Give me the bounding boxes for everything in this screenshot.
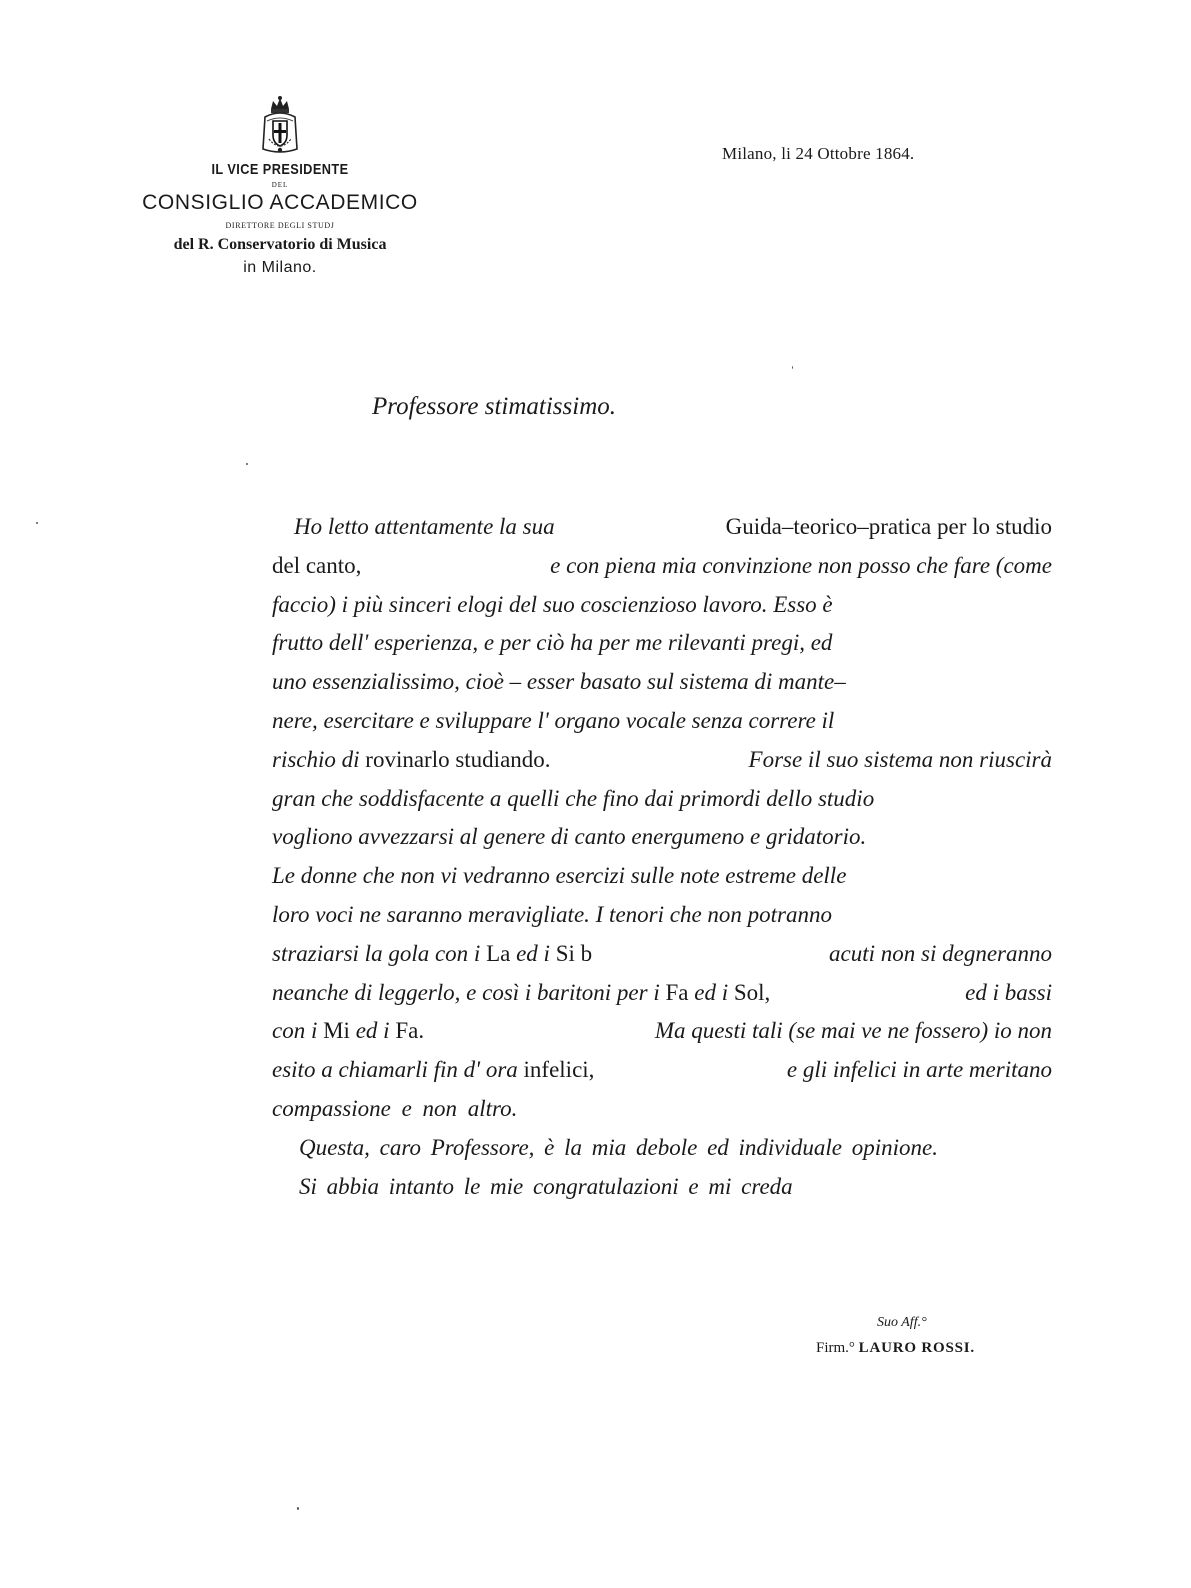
salutation: Professore stimatissimo.: [372, 393, 616, 420]
body-segment: ed i bassi: [965, 979, 1052, 1005]
body-segment: straziarsi la gola con i: [272, 940, 487, 966]
body-line: [272, 935, 1052, 974]
body-segment: frutto dell' esperienza, e per ciò ha per me rilevanti pregi, ed: [272, 630, 833, 656]
body-segment: faccio) i più sinceri elogi del suo coscienzioso lavoro. Esso è: [272, 591, 833, 617]
body-line: [272, 586, 1052, 625]
body-segment: con i: [272, 1018, 324, 1044]
body-segment: Le donne che non vi vedranno esercizi sulle note estreme delle: [272, 863, 847, 889]
letter-body: [272, 508, 1052, 1206]
body-line: [272, 663, 1052, 702]
body-segment: Fa: [665, 979, 695, 1005]
letterhead-del: DEL: [271, 181, 289, 189]
body-segment: La: [486, 940, 517, 966]
body-segment: Si abbia intanto le mie congratulazioni e mi creda: [299, 1173, 793, 1199]
scan-speck: [792, 366, 793, 369]
signatory-name: LAURO ROSSI.: [858, 1340, 975, 1356]
letterhead-direttore: DIRETTORE DEGLI STUDJ: [225, 221, 335, 230]
body-line: [272, 1012, 1052, 1051]
body-line-group: [272, 935, 592, 974]
body-segment: e gli infelici in arte meritano: [786, 1057, 1052, 1083]
body-segment: rischio di: [272, 746, 366, 772]
body-line: [272, 1051, 1052, 1090]
body-line-group: [272, 741, 551, 780]
scan-speck: [297, 1507, 299, 1510]
body-segment: rovinarlo studiando.: [365, 746, 551, 772]
body-segment: compassione e non altro.: [272, 1095, 518, 1121]
firm-label: Firm.°: [816, 1340, 855, 1356]
body-line: [272, 702, 1052, 741]
body-segment: uno essenzialissimo, cioè – esser basato sul sistema di mante–: [272, 669, 846, 695]
body-line: [272, 508, 1052, 547]
letter-date: Milano, li 24 Ottobre 1864.: [722, 144, 915, 163]
body-segment: Fa.: [395, 1018, 425, 1044]
letterhead-council: CONSIGLIO ACCADEMICO: [142, 191, 418, 214]
body-segment: e con piena mia convinzione non posso che fare (come: [550, 552, 1052, 578]
scan-speck: [36, 522, 38, 524]
body-line: [272, 1090, 1052, 1129]
body-segment: nere, esercitare e sviluppare l' organo vocale senza correre il: [272, 707, 835, 733]
body-segment: esito a chiamarli fin d' ora: [272, 1057, 524, 1083]
body-segment: acuti non si degneranno: [829, 940, 1052, 966]
body-segment: gran che soddisfacente a quelli che fino dai primordi dello studio: [272, 785, 875, 811]
letterhead: [120, 95, 440, 277]
body-segment: ed i: [516, 940, 556, 966]
royal-crest-icon: [259, 95, 301, 157]
body-line: [272, 780, 1052, 819]
body-line-group: [272, 1012, 424, 1051]
letterhead-title: IL VICE PRESIDENTE: [211, 161, 349, 178]
body-line: [272, 818, 1052, 857]
body-segment: ed i: [355, 1018, 396, 1044]
body-segment: infelici,: [523, 1057, 595, 1083]
body-segment: Ma questi tali (se mai ve ne fossero) io non: [654, 1018, 1052, 1044]
letterhead-conservatorio: del R. Conservatorio di Musica: [173, 236, 387, 253]
body-line: [272, 547, 1052, 586]
body-segment: vogliono avvezzarsi al genere di canto energumeno e gridatorio.: [272, 824, 867, 850]
body-segment: Questa, caro Professore, è la mia debole ed individuale opinione.: [299, 1134, 938, 1160]
body-segment: del canto,: [272, 552, 362, 578]
body-line-group: [272, 1051, 594, 1090]
body-segment: Sol,: [733, 979, 771, 1005]
body-segment: Forse il suo sistema non riuscirà: [748, 746, 1052, 772]
body-line: [272, 1168, 1052, 1207]
closing-signature: [816, 1340, 975, 1357]
body-segment: Mi: [323, 1018, 356, 1044]
body-segment: loro voci ne saranno meravigliate. I tenori che non potranno: [272, 901, 833, 927]
body-line: [272, 896, 1052, 935]
body-segment: neanche di leggerlo, e così i baritoni per i: [272, 979, 666, 1005]
body-line: [272, 857, 1052, 896]
scan-speck: [246, 463, 248, 465]
body-line: [272, 974, 1052, 1013]
body-line: [272, 624, 1052, 663]
closing-suo: Suo Aff.°: [877, 1315, 927, 1330]
letterhead-city: in Milano.: [243, 259, 317, 276]
body-segment: ed i: [694, 979, 734, 1005]
body-line: [272, 1129, 1052, 1168]
body-segment: Ho letto attentamente la sua: [294, 514, 555, 539]
body-segment: Si b: [555, 940, 593, 966]
body-line: [272, 741, 1052, 780]
body-segment: Guida–teorico–pratica per lo studio: [725, 514, 1052, 539]
body-line-group: [272, 974, 770, 1013]
